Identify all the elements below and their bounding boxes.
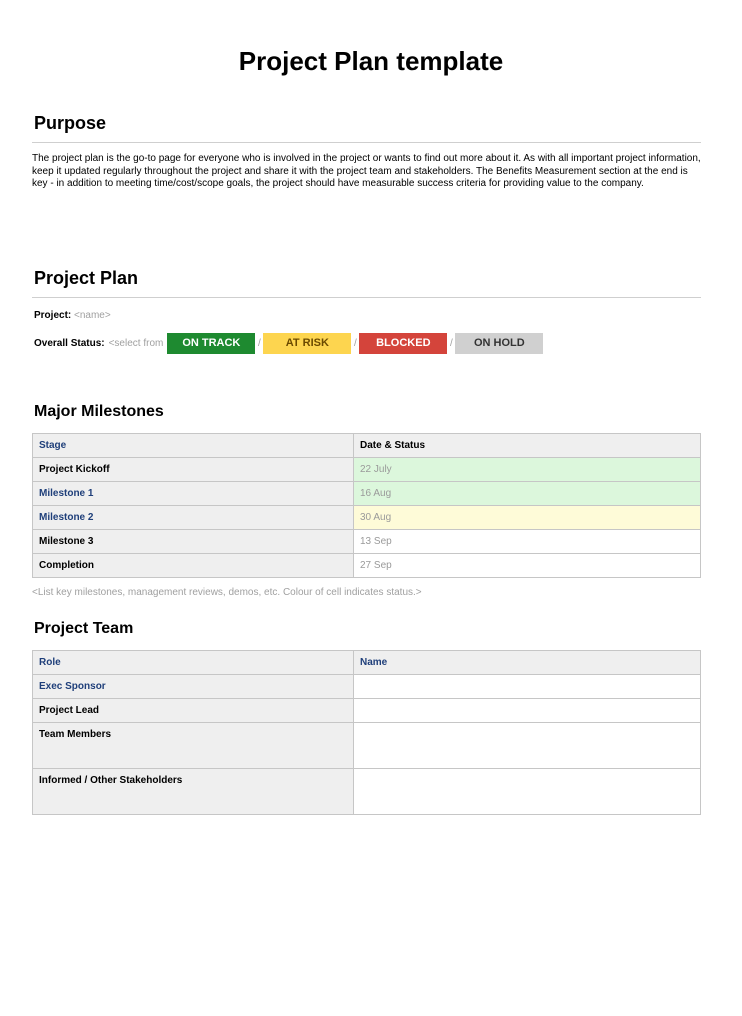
project-label: Project: <box>34 310 72 321</box>
table-row <box>33 723 701 769</box>
project-name-field <box>34 310 111 321</box>
project-plan-divider <box>32 297 701 298</box>
column-header-date-status: Date & Status <box>354 434 701 458</box>
team-role: Team Members <box>33 723 354 769</box>
status-separator: / <box>257 338 261 349</box>
column-header-stage: Stage <box>33 434 354 458</box>
milestone-date[interactable]: 30 Aug <box>354 506 701 530</box>
table-row <box>33 530 701 554</box>
status-chip-blocked[interactable]: BLOCKED <box>359 333 447 354</box>
milestones-note: <List key milestones, management reviews, demos, etc. Colour of cell indicates status.> <box>32 587 422 598</box>
status-chip-at-risk[interactable]: AT RISK <box>263 333 351 354</box>
milestone-stage: Milestone 1 <box>33 482 354 506</box>
table-row <box>33 699 701 723</box>
column-header-name: Name <box>354 651 701 675</box>
table-row <box>33 506 701 530</box>
team-role: Project Lead <box>33 699 354 723</box>
milestones-heading: Major Milestones <box>34 403 164 420</box>
purpose-text: The project plan is the go-to page for everyone who is involved in the project or wants to find out more about it. As with all important project information, keep it updated regularly throughout the project and share it with the project team and stakeholders. The Benefits Measurement section at the end is key - in addition to meeting time/cost/scope goals, the project should have measurable success criteria for providing value to the company. <box>32 153 701 190</box>
project-team-table <box>32 650 701 815</box>
milestones-table <box>32 433 701 578</box>
overall-status-label: Overall Status: <box>34 338 105 349</box>
project-name-placeholder[interactable]: <name> <box>74 310 111 321</box>
page-title: Project Plan template <box>238 46 504 76</box>
table-row <box>33 554 701 578</box>
table-row <box>33 482 701 506</box>
team-role: Informed / Other Stakeholders <box>33 769 354 815</box>
status-separator: / <box>449 338 453 349</box>
overall-status-hint: <select from <box>108 338 164 349</box>
overall-status-row <box>34 333 543 354</box>
status-separator: / <box>353 338 357 349</box>
status-chip-on-hold[interactable]: ON HOLD <box>455 333 543 354</box>
table-row <box>33 675 701 699</box>
project-team-heading: Project Team <box>34 620 134 637</box>
table-header-row <box>33 651 701 675</box>
milestone-stage: Milestone 2 <box>33 506 354 530</box>
table-row <box>33 769 701 815</box>
project-plan-heading: Project Plan <box>34 268 139 288</box>
team-name-cell[interactable] <box>354 699 701 723</box>
milestone-stage: Milestone 3 <box>33 530 354 554</box>
status-chip-on-track[interactable]: ON TRACK <box>167 333 255 354</box>
team-name-cell[interactable] <box>354 769 701 815</box>
team-name-cell[interactable] <box>354 675 701 699</box>
purpose-divider <box>32 142 701 143</box>
team-role: Exec Sponsor <box>33 675 354 699</box>
milestone-stage: Completion <box>33 554 354 578</box>
milestone-date[interactable]: 13 Sep <box>354 530 701 554</box>
milestone-stage: Project Kickoff <box>33 458 354 482</box>
purpose-heading: Purpose <box>34 113 107 133</box>
milestone-date[interactable]: 27 Sep <box>354 554 701 578</box>
column-header-role: Role <box>33 651 354 675</box>
table-row <box>33 458 701 482</box>
team-name-cell[interactable] <box>354 723 701 769</box>
milestone-date[interactable]: 22 July <box>354 458 701 482</box>
milestone-date[interactable]: 16 Aug <box>354 482 701 506</box>
table-header-row <box>33 434 701 458</box>
